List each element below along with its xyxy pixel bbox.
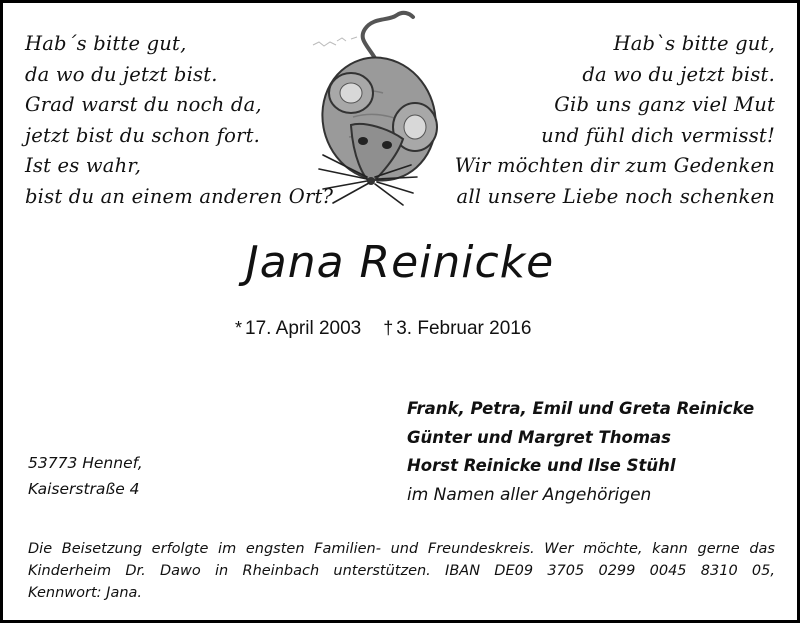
mourners-footer: im Namen aller Angehörigen [407, 484, 652, 505]
poem-right-line: Wir möchten dir zum Gedenken [454, 154, 775, 177]
notice-line: Kinderheim Dr. Dawo in Rheinbach unterstützen. IBAN DE09 3705 0299 0045 8310 05, [28, 563, 775, 579]
poem-right-line: all unsere Liebe noch schenken [456, 184, 775, 208]
poem-right-line: Gib uns ganz viel Mut [554, 93, 775, 116]
birth-date: 17. April 2003 [245, 318, 362, 339]
poem-right-line: Hab`s bitte gut, [613, 32, 775, 55]
mourners-block [407, 395, 754, 509]
address-line: Kaiserstraße 4 [28, 480, 140, 498]
mourner-line: Horst Reinicke und Ilse Stühl [407, 456, 676, 475]
address-block [28, 450, 143, 502]
mourner-line: Günter und Margret Thomas [407, 427, 671, 447]
poem-left-line: Hab´s bitte gut, [25, 32, 187, 55]
death-date: 3. Februar 2016 [396, 318, 532, 339]
poem-left-line: Grad warst du noch da, [25, 93, 262, 116]
poem-left [25, 29, 333, 212]
birth-star-icon: * [235, 318, 243, 338]
poem-left-line: bist du an einem anderen Ort? [25, 184, 334, 208]
deceased-name: Jana Reinicke [245, 237, 555, 288]
poem-left-line: da wo du jetzt bist. [25, 62, 218, 86]
poem-left-line: jetzt bist du schon fort. [25, 123, 261, 147]
notice-line: Die Beisetzung erfolgte im engsten Familien- und Freundeskreis. Wer möchte, kann gerne das [28, 541, 775, 557]
poem-right-line: und fühl dich vermisst! [541, 123, 775, 147]
life-dates [235, 318, 531, 340]
poem-left-line: Ist es wahr, [25, 154, 142, 177]
funeral-notice [28, 538, 775, 604]
mouse-drawing-icon [293, 7, 453, 207]
address-line: 53773 Hennef, [28, 454, 143, 472]
notice-line: Kennwort: Jana. [28, 585, 143, 601]
death-cross-icon: † [383, 318, 394, 338]
mourner-line: Frank, Petra, Emil und Greta Reinicke [407, 399, 755, 418]
poem-right [455, 29, 775, 212]
poem-right-line: da wo du jetzt bist. [582, 62, 775, 86]
